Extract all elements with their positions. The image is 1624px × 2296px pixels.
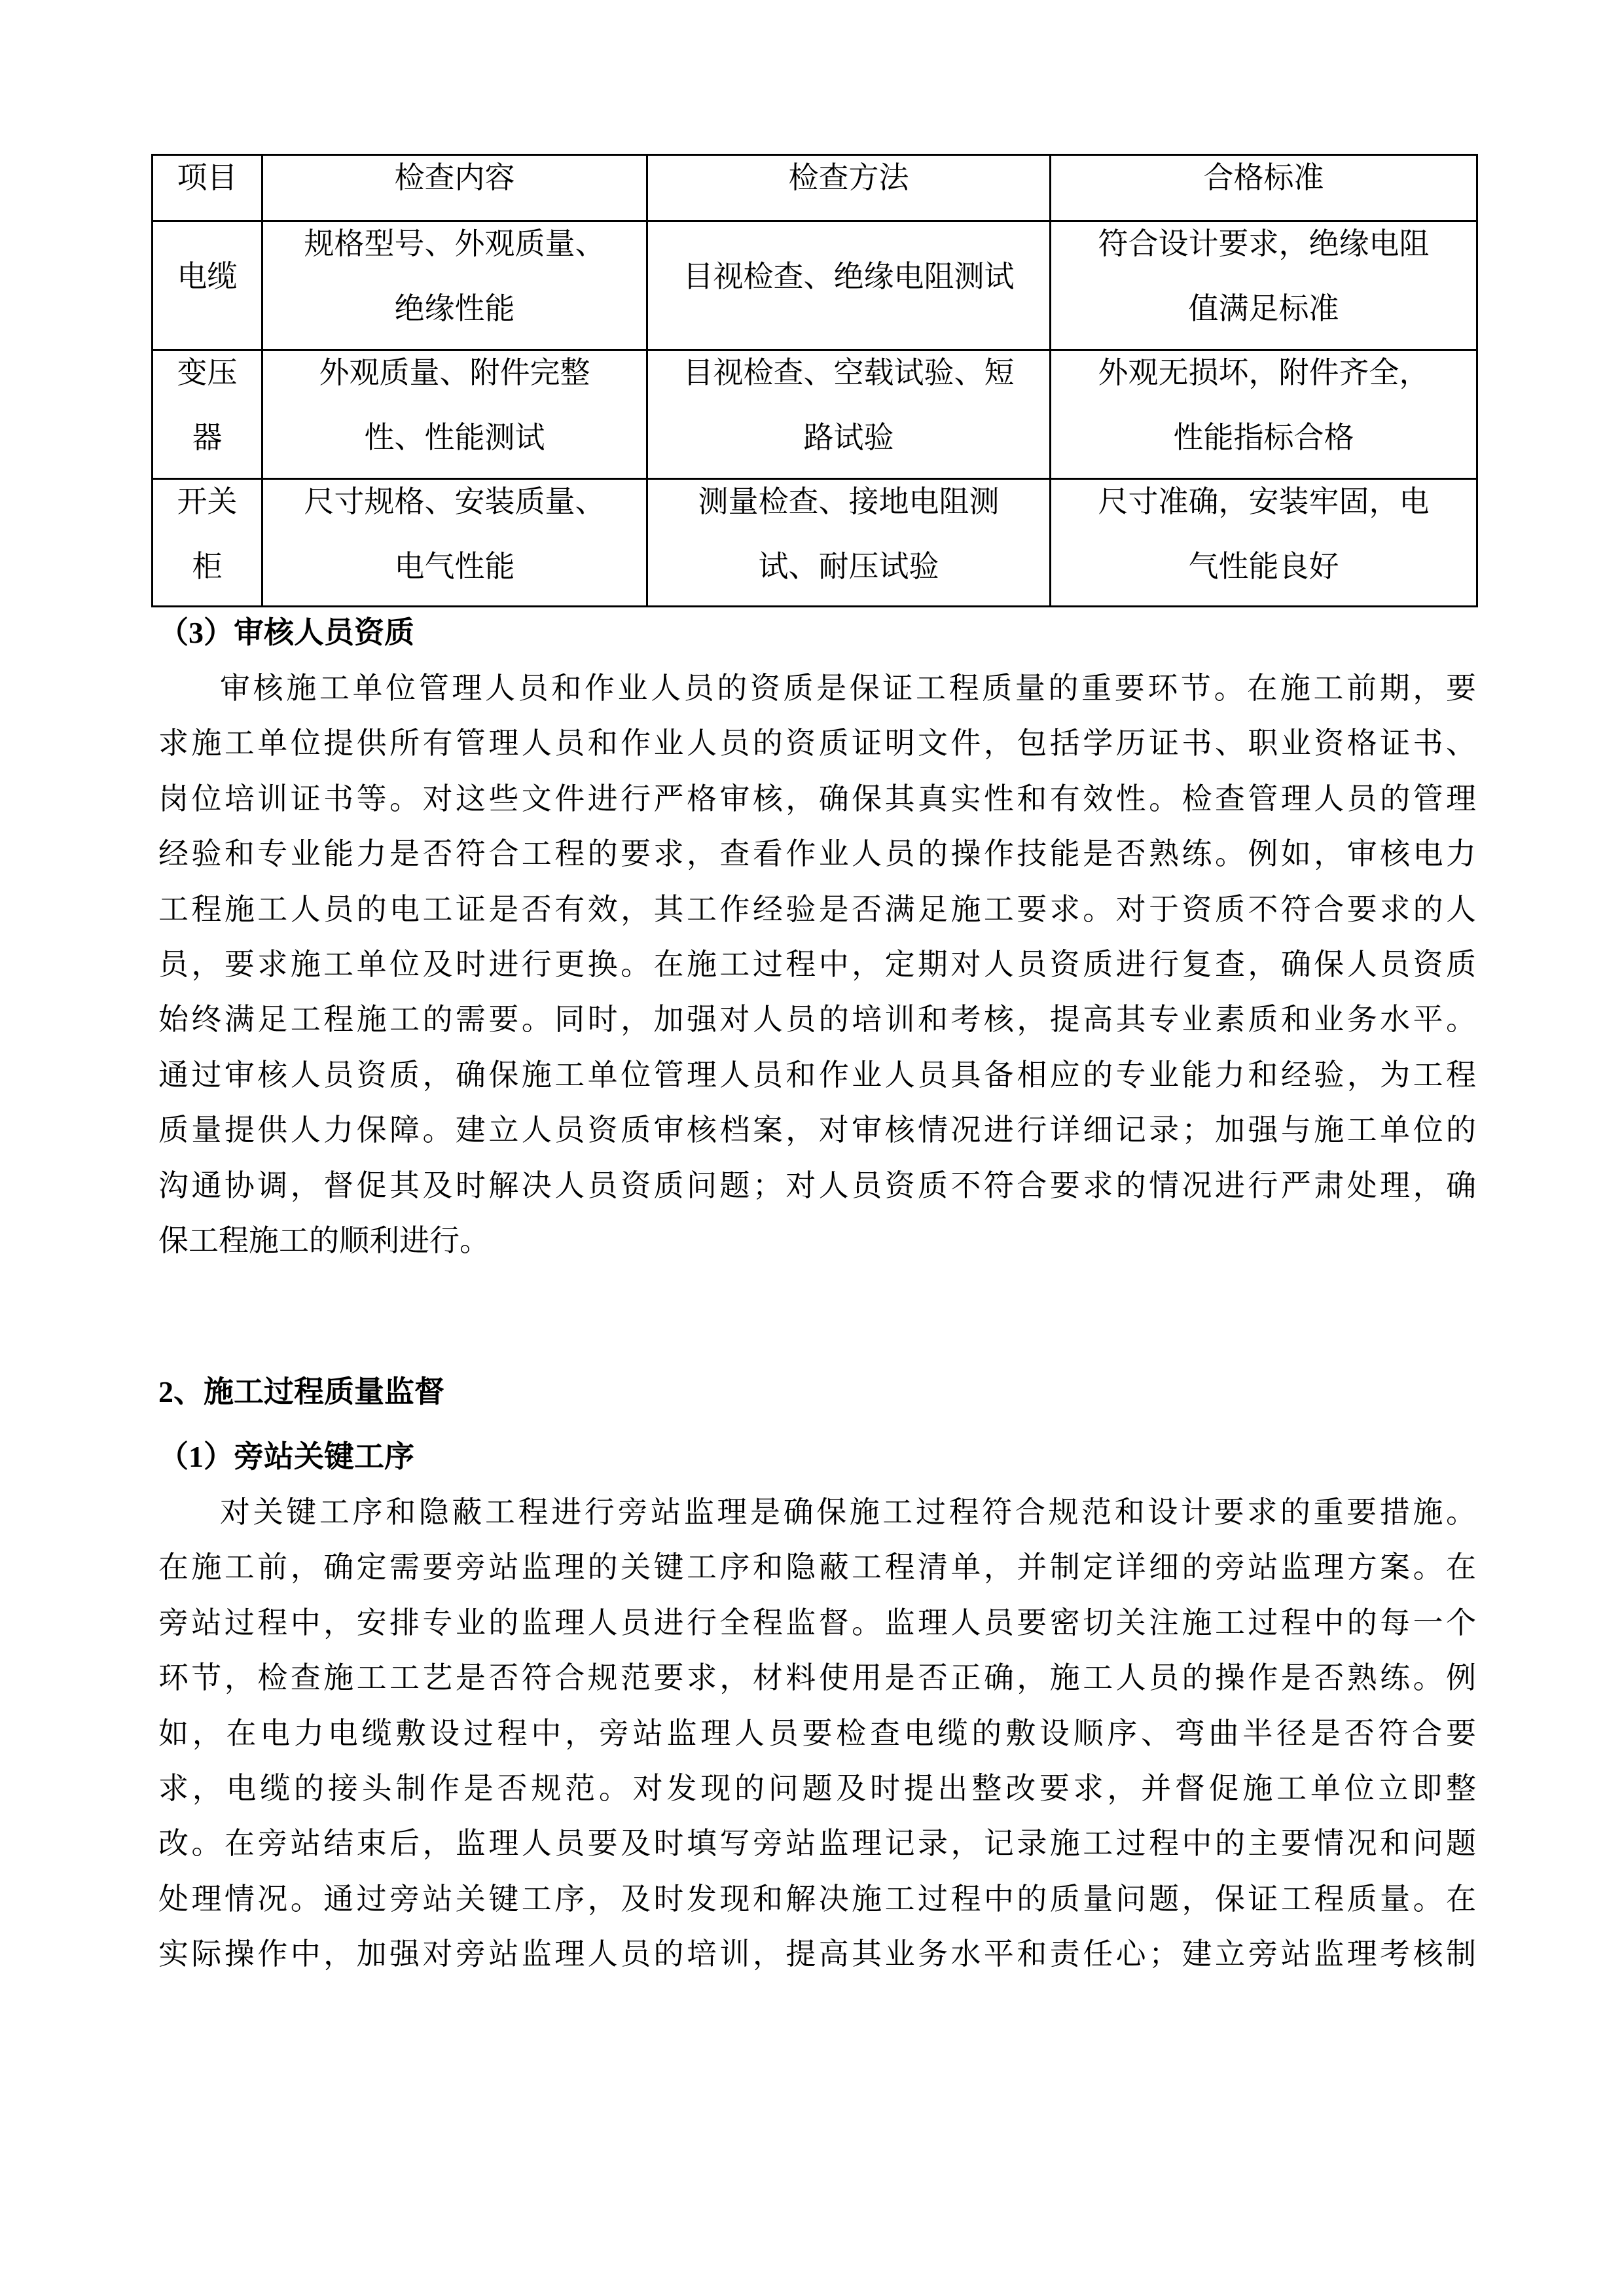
header-text: 项目 [177,161,238,194]
paragraph-line: 改。在旁站结束后，监理人员要及时填写旁站监理记录，记录施工过程中的主要情况和问题 [158,1827,1476,1861]
paragraph-line: 如，在电力电缆敷设过程中，旁站监理人员要检查电缆的敷设顺序、弯曲半径是否符合要 [158,1716,1476,1750]
paragraph-line: 在施工前，确定需要旁站监理的关键工序和隐蔽工程清单，并制定详细的旁站监理方案。在 [158,1551,1476,1585]
cell-standard [1051,350,1477,479]
paragraph-key-process-supervision [158,1485,1476,1982]
paragraph-line: 员，要求施工单位及时进行更换。在施工过程中，定期对人员资质进行复查，确保人员资质 [158,947,1476,981]
cell-text: 规格型号、外观质量、 [304,227,605,260]
paragraph-line: 工程施工人员的电工证是否有效，其工作经验是否满足施工要求。对于资质不符合要求的人 [158,892,1476,926]
cell-text: 测量检查、接地电阻测 [698,485,1000,518]
cell-text: 气性能良好 [1188,550,1339,583]
paragraph-personnel-qualification [158,661,1476,1268]
table-row [153,221,1477,350]
paragraph-line: 始终满足工程施工的需要。同时，加强对人员的培训和考核，提高其专业素质和业务水平。 [158,1003,1476,1037]
cell-method [647,350,1051,479]
paragraph-line: 求施工单位提供所有管理人员和作业人员的资质证明文件，包括学历证书、职业资格证书、 [158,726,1476,761]
cell-item [153,221,262,350]
section-2-heading-block [158,1365,1476,1420]
cell-content [262,221,647,350]
paragraph-line: 旁站过程中，安排专业的监理人员进行全程监督。监理人员要密切关注施工过程中的每一个 [158,1605,1476,1640]
cell-text: 值满足标准 [1188,292,1339,325]
cell-text: 性能指标合格 [1173,421,1354,454]
cell-text: 尺寸规格、安装质量、 [304,485,605,518]
cell-text: 外观无损坏，附件齐全， [1098,356,1430,389]
cell-text: 电气性能 [394,550,515,583]
cell-text: 绝缘性能 [394,292,515,325]
section-heading: （3）审核人员资质 [158,616,414,649]
paragraph-line: 质量提供人力保障。建立人员资质审核档案，对审核情况进行详细记录；加强与施工单位的 [158,1113,1476,1147]
paragraph-line: 对关键工序和隐蔽工程进行旁站监理是确保施工过程符合规范和设计要求的重要措施。 [220,1496,1476,1529]
paragraph-line: 审核施工单位管理人员和作业人员的资质是保证工程质量的重要环节。在施工前期，要 [220,672,1476,705]
paragraph-line: 处理情况。通过旁站关键工序，及时发现和解决施工过程中的质量问题，保证工程质量。在 [158,1882,1476,1916]
table-row [153,350,1477,479]
header-text: 合格标准 [1203,161,1324,194]
cell-text: 外观质量、附件完整 [319,356,590,389]
cell-text: 开关 [177,485,238,518]
cell-item [153,350,262,479]
cell-text: 柜 [192,550,223,583]
cell-text: 尺寸准确，安装牢固，电 [1098,485,1430,518]
cell-standard [1051,479,1477,607]
cell-text: 试、耐压试验 [758,550,939,583]
header-cell [153,155,262,221]
cell-text: 电缆 [177,260,238,293]
section-2-1-heading-block [158,1429,1476,1484]
paragraph-line: 环节，检查施工工艺是否符合规范要求，材料使用是否正确，施工人员的操作是否熟练。例 [158,1661,1476,1695]
cell-text: 器 [192,421,223,454]
paragraph-line: 求，电缆的接头制作是否规范。对发现的问题及时提出整改要求，并督促施工单位立即整 [158,1771,1476,1805]
paragraph-line: 保工程施工的顺利进行。 [158,1223,490,1257]
cell-text: 符合设计要求，绝缘电阻 [1098,227,1430,260]
paragraph-line: 经验和专业能力是否符合工程的要求，查看作业人员的操作技能是否熟练。例如，审核电力 [158,837,1476,871]
cell-standard [1051,221,1477,350]
cell-item [153,479,262,607]
cell-text: 目视检查、绝缘电阻测试 [683,260,1015,293]
section-3-heading-block [158,605,1476,660]
subsection-heading: （1）旁站关键工序 [158,1440,414,1473]
cell-content [262,350,647,479]
paragraph-line: 岗位培训证书等。对这些文件进行严格审核，确保其真实性和有效性。检查管理人员的管理 [158,781,1476,816]
paragraph-line: 实际操作中，加强对旁站监理人员的培训，提高其业务水平和责任心；建立旁站监理考核制 [158,1937,1476,1971]
cell-text: 路试验 [803,421,894,454]
inspection-table [151,154,1478,607]
paragraph-line: 沟通协调，督促其及时解决人员资质问题；对人员资质不符合要求的情况进行严肃处理，确 [158,1168,1476,1202]
cell-content [262,479,647,607]
cell-method [647,479,1051,607]
header-cell [647,155,1051,221]
header-text: 检查内容 [394,161,515,194]
header-text: 检查方法 [788,161,909,194]
table-row [153,479,1477,607]
cell-method [647,221,1051,350]
cell-text: 性、性能测试 [364,421,545,454]
section-heading: 2、施工过程质量监督 [158,1375,444,1408]
cell-text: 目视检查、空载试验、短 [683,356,1015,389]
cell-text: 变压 [177,356,238,389]
paragraph-line: 通过审核人员资质，确保施工单位管理人员和作业人员具备相应的专业能力和经验，为工程 [158,1058,1476,1092]
